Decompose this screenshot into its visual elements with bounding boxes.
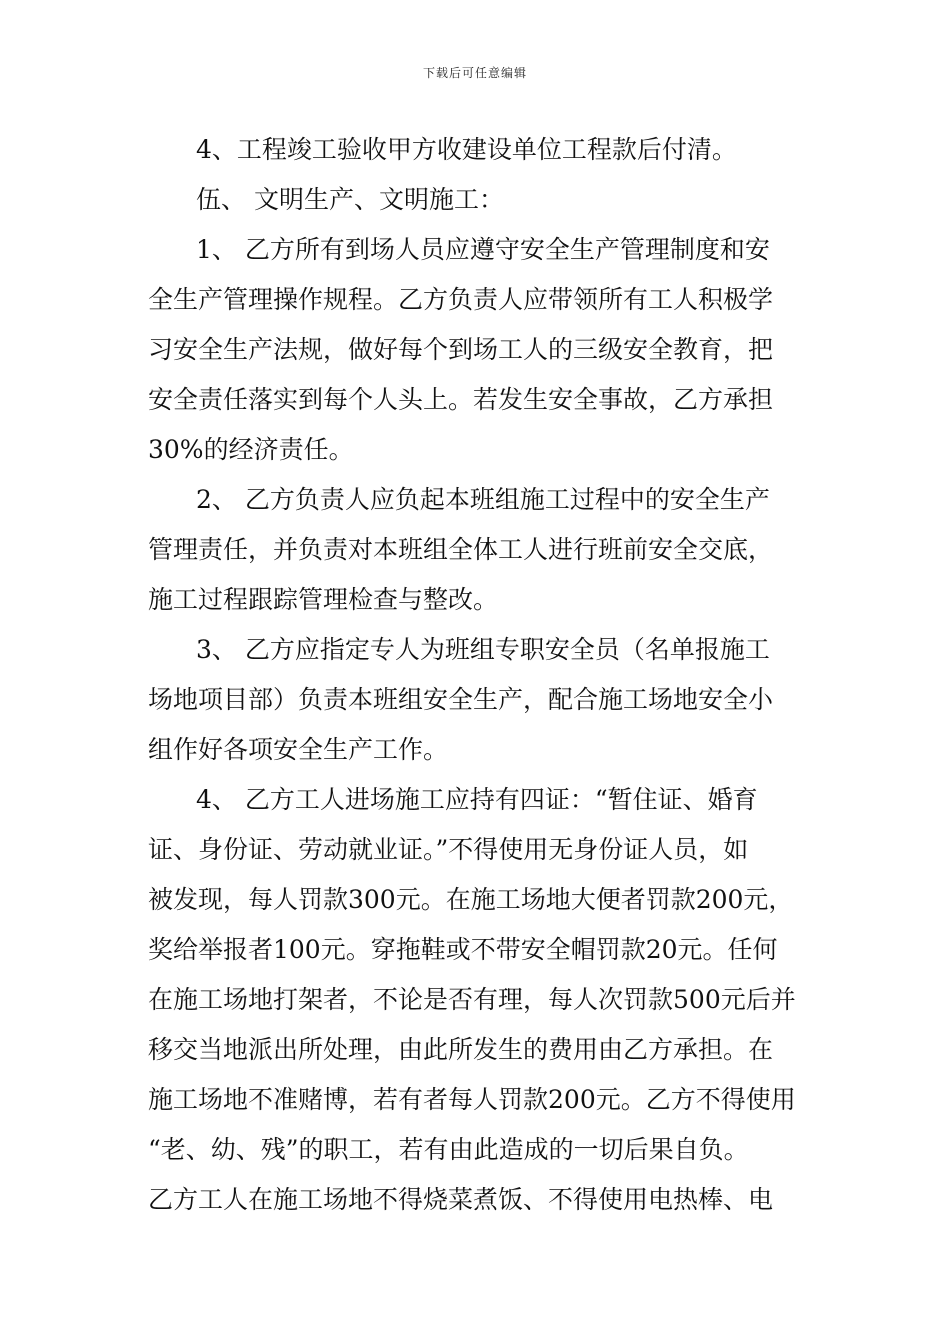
text-line: 习安全生产法规，做好每个到场工人的三级安全教育，把 — [148, 335, 774, 364]
text-line: 在施工场地打架者，不论是否有理，每人次罚款500元后并 — [148, 985, 796, 1014]
text-line: 2、 乙方负责人应负起本班组施工过程中的安全生产 — [196, 485, 770, 514]
text-line: 施工过程跟踪管理检查与整改。 — [148, 585, 499, 614]
text-line: 4、工程竣工验收甲方收建设单位工程款后付清。 — [196, 135, 737, 164]
text-line: 管理责任，并负责对本班组全体工人进行班前安全交底， — [148, 535, 774, 564]
text-line: 4、 乙方工人进场施工应持有四证：“暂住证、婚育 — [196, 785, 758, 814]
text-line: “老、幼、残”的职工，若有由此造成的一切后果自负。 — [148, 1135, 749, 1164]
text-line: 组作好各项安全生产工作。 — [148, 735, 449, 764]
text-line: 安全责任落实到每个人头上。若发生安全事故，乙方承担 — [148, 385, 774, 414]
text-line: 乙方工人在施工场地不得烧菜煮饭、不得使用电热棒、电 — [148, 1185, 774, 1214]
text-line: 全生产管理操作规程。乙方负责人应带领所有工人积极学 — [148, 285, 774, 314]
text-line: 证、身份证、劳动就业证。”不得使用无身份证人员，如 — [148, 835, 749, 864]
text-line: 场地项目部）负责本班组安全生产，配合施工场地安全小 — [148, 685, 774, 714]
text-line: 1、 乙方所有到场人员应遵守安全生产管理制度和安 — [196, 235, 770, 264]
text-line: 3、 乙方应指定专人为班组专职安全员（名单报施工 — [196, 635, 770, 664]
text-line: 被发现，每人罚款300元。在施工场地大便者罚款200元， — [148, 885, 794, 914]
page-header: 下载后可任意编辑 — [422, 66, 527, 80]
text-line: 移交当地派出所处理，由此所发生的费用由乙方承担。在 — [148, 1035, 774, 1064]
text-line: 奖给举报者100元。穿拖鞋或不带安全帽罚款20元。任何 — [148, 935, 778, 964]
section-heading: 伍、 文明生产、文明施工： — [196, 185, 504, 214]
text-line: 施工场地不准赌博，若有者每人罚款200元。乙方不得使用 — [148, 1085, 796, 1114]
text-line: 30%的经济责任。 — [148, 435, 354, 464]
